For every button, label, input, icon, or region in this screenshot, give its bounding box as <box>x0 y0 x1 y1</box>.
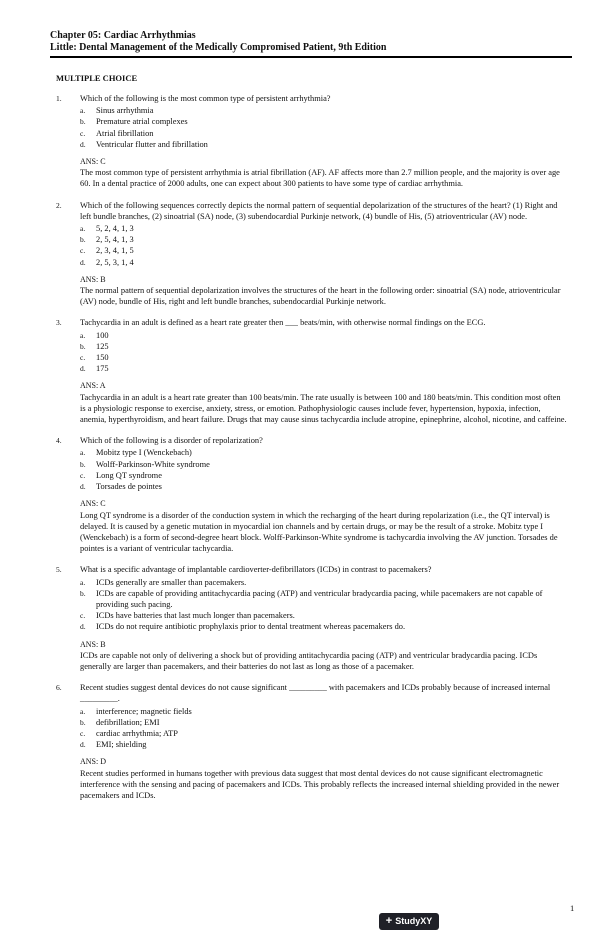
answer-option <box>80 223 568 234</box>
question-number: 4. <box>56 436 62 446</box>
answer-option <box>80 128 568 139</box>
answer-option <box>80 363 568 374</box>
answer-option <box>80 481 568 492</box>
answer-option <box>80 459 568 470</box>
answer-option <box>80 739 568 750</box>
option-letter: b. <box>80 341 86 351</box>
answer-option <box>80 330 568 341</box>
option-letter: c. <box>80 353 86 363</box>
answer-option <box>80 257 568 268</box>
page-header <box>50 30 572 58</box>
page-number: 1 <box>570 903 575 913</box>
option-letter: d. <box>80 257 86 267</box>
option-text: Premature atrial complexes <box>96 117 188 127</box>
question-number: 1. <box>56 94 62 103</box>
answer-options <box>80 447 568 492</box>
option-letter: c. <box>80 470 86 480</box>
answer-options <box>80 706 568 751</box>
option-letter: a. <box>80 577 86 587</box>
answer-option <box>80 447 568 458</box>
question-item <box>56 317 568 425</box>
option-text: Atrial fibrillation <box>96 128 154 138</box>
answer-rationale: Long QT syndrome is a disorder of the conduction system in which the recharging of the heart during repolarization (i.e., the QT interval) is delayed. It is caused by a genetic mutation in myocardial ion channels and by certain drugs, or may be the result of a stroke. Mobitz type I (Wenckebach) is a form of second-degree heart block. Wolff-Parkinson-White syndrome is tachycardia involving the AV junction. Torsades de pointes is a variant of ventricular tachycardia. <box>80 510 558 554</box>
option-text: Long QT syndrome <box>96 470 162 480</box>
logo-text: StudyXY <box>395 916 433 926</box>
option-text: 2, 3, 4, 1, 5 <box>96 246 134 256</box>
option-text: 2, 5, 3, 1, 4 <box>96 257 134 267</box>
question-text: Which of the following is the most common type of persistent arrhythmia? <box>80 94 331 103</box>
question-number: 3. <box>56 318 62 328</box>
studyxy-logo <box>379 913 439 930</box>
answer-option <box>80 577 568 588</box>
option-text: EMI; shielding <box>96 740 147 750</box>
question-body <box>80 200 568 308</box>
option-letter: d. <box>80 622 86 632</box>
question-item <box>56 682 568 801</box>
answer-key: ANS: B <box>80 274 106 284</box>
plus-icon: + <box>385 915 393 927</box>
answer-options <box>80 105 568 150</box>
question-item <box>56 200 568 308</box>
question-body <box>80 93 568 190</box>
option-text: 100 <box>96 330 109 340</box>
option-text: cardiac arrhythmia; ATP <box>96 728 178 738</box>
option-text: 125 <box>96 341 109 351</box>
answer-key: ANS: C <box>80 499 106 509</box>
question-item <box>56 564 568 672</box>
option-text: ICDs do not require antibiotic prophylaxis prior to dental treatment whereas pacemakers do. <box>96 622 406 632</box>
question-text: Which of the following sequences correctly depicts the normal pattern of sequential depolarization of the structures of the heart? (1) Right and left bundle branches, (2) sinoatrial (SA) node, (3) subendocardial Purkinje network, (4) bundle of His, (5) atrioventricular (AV) node. <box>80 200 558 221</box>
answer-options <box>80 577 568 633</box>
option-letter: d. <box>80 139 86 149</box>
answer-option <box>80 728 568 739</box>
question-number: 2. <box>56 200 62 210</box>
option-text: Mobitz type I (Wenckebach) <box>96 448 192 458</box>
answer-option <box>80 245 568 256</box>
section-title: MULTIPLE CHOICE <box>56 73 138 83</box>
option-text: Sinus arrhythmia <box>96 106 154 116</box>
question-body <box>80 682 568 801</box>
answer-option <box>80 588 568 610</box>
question-body <box>80 317 568 425</box>
option-letter: a. <box>80 106 86 116</box>
answer-rationale: ICDs are capable not only of delivering a shock but of providing antitachycardia pacing (ATP) and ventricular bradycardia pacing. ICDs generally are larger than pacemakers, and their batteries do not last as long as those of a pacemaker. <box>80 650 538 671</box>
option-text: 175 <box>96 364 109 374</box>
option-text: ICDs have batteries that last much longer than pacemakers. <box>96 611 295 621</box>
answer-option <box>80 105 568 116</box>
option-text: 150 <box>96 353 109 363</box>
question-item <box>56 93 568 190</box>
question-text: Which of the following is a disorder of repolarization? <box>80 436 263 446</box>
option-letter: b. <box>80 117 86 127</box>
option-text: Torsades de pointes <box>96 482 162 492</box>
header-rule <box>50 56 572 58</box>
question-text: Recent studies suggest dental devices do not cause significant _________ with pacemakers and ICDs probably because of increased internal _________. <box>80 683 551 704</box>
answer-option <box>80 610 568 621</box>
answer-option <box>80 706 568 717</box>
option-letter: a. <box>80 706 86 716</box>
option-letter: a. <box>80 330 86 340</box>
option-text: 2, 5, 4, 1, 3 <box>96 235 134 245</box>
answer-key: ANS: B <box>80 639 106 649</box>
answer-option <box>80 139 568 150</box>
option-text: interference; magnetic fields <box>96 706 192 716</box>
option-letter: d. <box>80 364 86 374</box>
option-letter: c. <box>80 128 86 138</box>
option-letter: c. <box>80 728 86 738</box>
answer-rationale: Recent studies performed in humans together with previous data suggest that most dental devices do not cause significant electromagnetic interference with the sensing and pacing of pacemakers and ICDs. This probably reflects the increased internal shielding provided in the newer pacemakers and ICDs. <box>80 768 560 800</box>
question-number: 5. <box>56 565 62 575</box>
question-list <box>56 93 568 811</box>
answer-options <box>80 330 568 375</box>
answer-option <box>80 341 568 352</box>
option-letter: a. <box>80 448 86 458</box>
answer-options <box>80 223 568 268</box>
option-text: 5, 2, 4, 1, 3 <box>96 224 134 234</box>
option-letter: c. <box>80 611 86 621</box>
option-letter: b. <box>80 459 86 469</box>
book-title: Little: Dental Management of the Medically Compromised Patient, 9th Edition <box>50 42 387 53</box>
option-text: Ventricular flutter and fibrillation <box>96 139 208 149</box>
option-letter: b. <box>80 235 86 245</box>
question-item <box>56 435 568 554</box>
answer-key: ANS: A <box>80 381 106 391</box>
option-text: ICDs are capable of providing antitachycardia pacing (ATP) and ventricular bradycardia pacing, while pacemakers are not capable of providing such pacing. <box>96 588 543 609</box>
answer-option <box>80 352 568 363</box>
answer-key: ANS: C <box>80 157 106 167</box>
option-text: defibrillation; EMI <box>96 717 160 727</box>
question-text: What is a specific advantage of implantable cardioverter-defibrillators (ICDs) in contrast to pacemakers? <box>80 565 432 575</box>
question-body <box>80 435 568 554</box>
option-letter: b. <box>80 588 86 598</box>
answer-key: ANS: D <box>80 757 107 767</box>
option-text: ICDs generally are smaller than pacemakers. <box>96 577 247 587</box>
option-letter: d. <box>80 740 86 750</box>
answer-rationale: The most common type of persistent arrhythmia is atrial fibrillation (AF). AF affects more than 2.7 million people, and the majority is over age 60. In a dental practice of 2000 adults, one can expect about 300 patients to have some type of cardiac arrhythmia. <box>80 168 560 189</box>
option-letter: c. <box>80 246 86 256</box>
answer-option <box>80 621 568 632</box>
question-text: Tachycardia in an adult is defined as a heart rate greater then ___ beats/min, with otherwise normal findings on the ECG. <box>80 318 486 328</box>
answer-rationale: The normal pattern of sequential depolarization involves the structures of the heart in the following order: sinoatrial (SA) node, atrioventricular (AV) node, bundle of His, right and left bundle branches, subendocardial Purkinje network. <box>80 286 561 307</box>
answer-option <box>80 717 568 728</box>
chapter-title: Chapter 05: Cardiac Arrhythmias <box>50 30 196 41</box>
option-letter: b. <box>80 717 86 727</box>
answer-option <box>80 470 568 481</box>
answer-option <box>80 234 568 245</box>
answer-option <box>80 116 568 127</box>
option-text: Wolff-Parkinson-White syndrome <box>96 459 210 469</box>
option-letter: d. <box>80 482 86 492</box>
answer-rationale: Tachycardia in an adult is a heart rate greater than 100 beats/min. The rate usually is between 100 and 180 beats/min. This condition most often is a physiologic response to exercise, anxiety, stress, or emotion. Pathophysiologic causes include fever, hypertension, hypoxia, infection, anemia, hyperthyroidism, and heart failure. Drugs that may cause sinus tachycardia include atropine, epinephrine, alcohol, nicotine, and caffeine. <box>80 392 567 425</box>
question-number: 6. <box>56 683 62 693</box>
option-letter: a. <box>80 224 86 234</box>
question-body <box>80 564 568 672</box>
